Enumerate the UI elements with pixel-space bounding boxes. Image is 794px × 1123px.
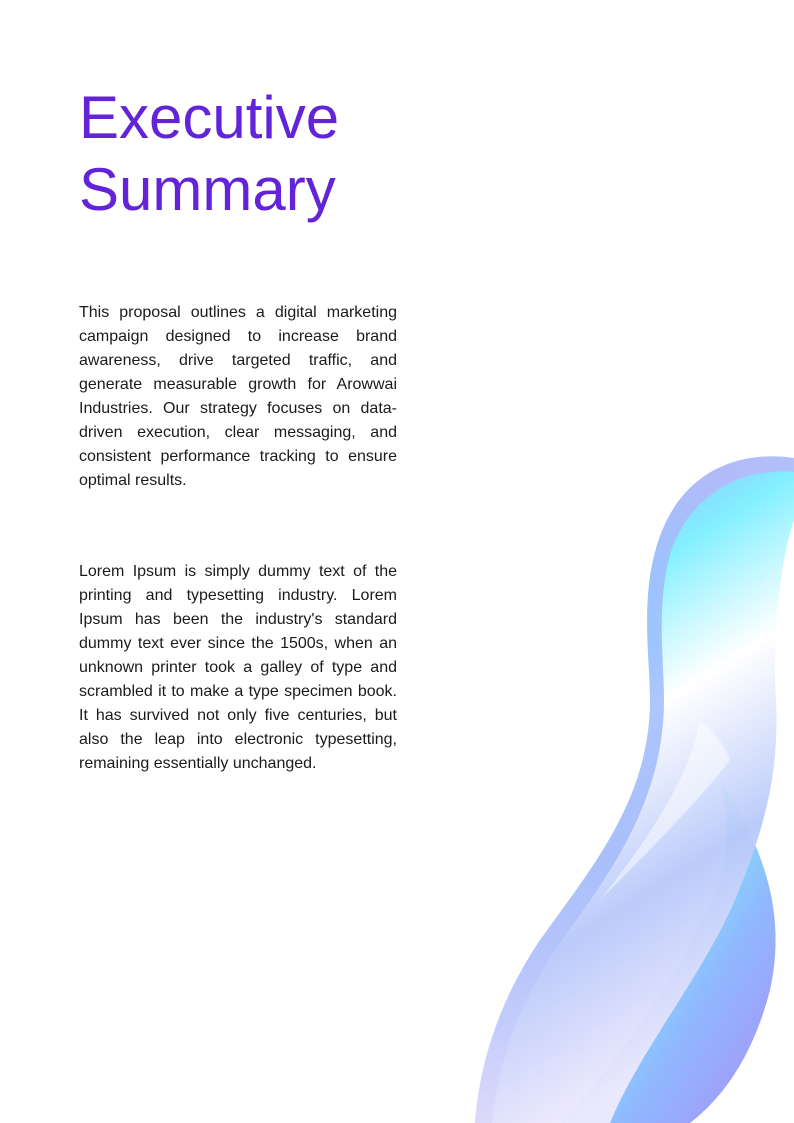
- page-title-line-2: Summary: [79, 156, 336, 223]
- decorative-wave-graphic: [440, 440, 794, 1123]
- page-title-line-1: Executive: [79, 84, 340, 151]
- page-title: [79, 82, 339, 226]
- body-paragraph: Lorem Ipsum is simply dummy text of the printing and typesetting industry. Lorem Ipsum has been the industry's standard dummy text ever since the 1500s, when an unknown printer took a galley of type and scrambled it to make a type specimen book. It has survived not only five centuries, but also the leap into electronic typesetting, remaining essentially unchanged.: [79, 563, 397, 772]
- intro-paragraph: This proposal outlines a digital marketing campaign designed to increase brand awareness, drive targeted traffic, and generate measurable growth for Arowwai Industries. Our strategy focuses on data-driven execution, clear messaging, and consistent performance tracking to ensure optimal results.: [79, 304, 397, 489]
